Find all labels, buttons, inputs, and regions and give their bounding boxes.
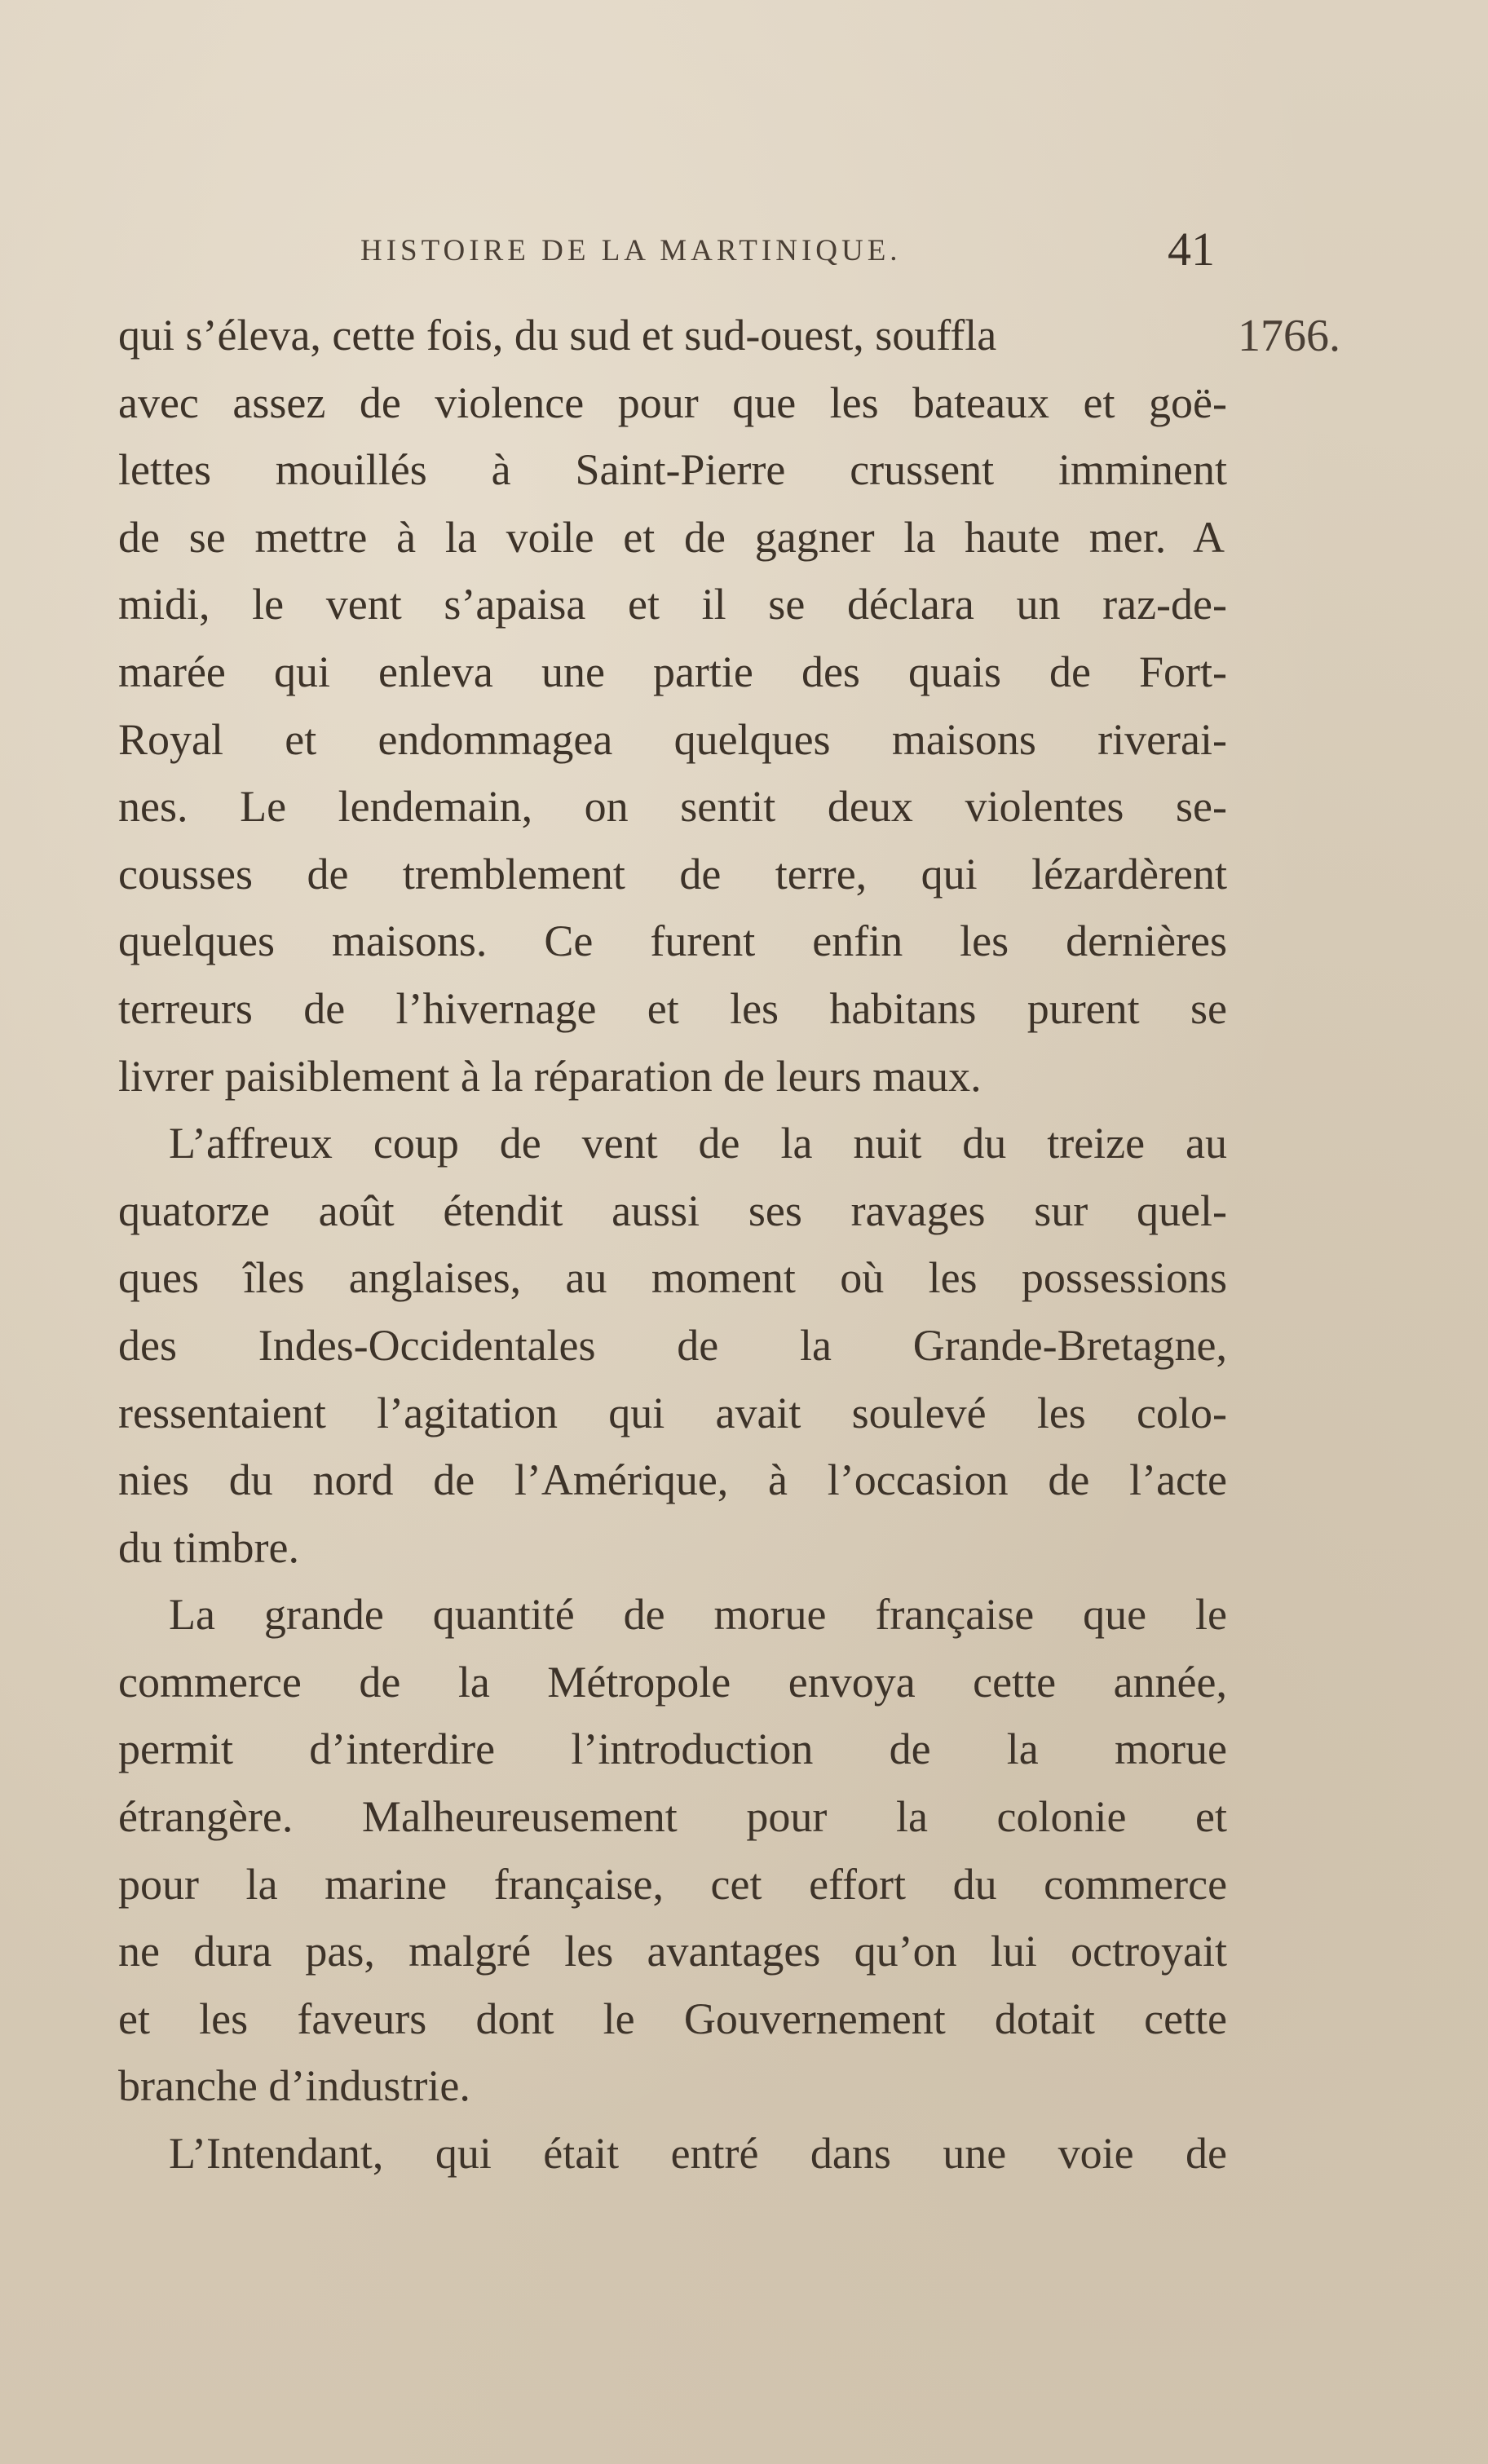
- text-line: marée qui enleva une partie des quais de Fort-: [118, 647, 1228, 696]
- text-line: ques îles anglaises, au moment où les possessions: [118, 1253, 1227, 1303]
- text-line: pour la marine française, cet effort du commerce: [118, 1859, 1228, 1909]
- text-line: cousses de tremblement de terre, qui lézardèrent: [118, 849, 1227, 899]
- page-number: 41: [1168, 223, 1215, 276]
- text-line: branche d’industrie.: [118, 2061, 470, 2111]
- text-line: livrer paisiblement à la réparation de leurs maux.: [118, 1051, 982, 1101]
- running-title: HISTOIRE DE LA MARTINIQUE.: [360, 234, 902, 267]
- text-line: midi, le vent s’apaisa et il se déclara un raz-de-: [118, 580, 1227, 629]
- text-line: des Indes-Occidentales de la Grande-Bretagne,: [118, 1320, 1227, 1370]
- text-line: nies du nord de l’Amérique, à l’occasion de l’acte: [118, 1455, 1227, 1505]
- text-line: de se mettre à la voile et de gagner la haute mer. A: [118, 512, 1225, 562]
- text-line: quatorze août étendit aussi ses ravages sur quel-: [118, 1186, 1227, 1235]
- text-line: du timbre.: [118, 1522, 299, 1572]
- text-line: ressentaient l’agitation qui avait soulevé les colo-: [118, 1388, 1227, 1437]
- text-line: avec assez de violence pour que les bateaux et goë-: [118, 378, 1227, 427]
- margin-year-note: 1766.: [1238, 311, 1340, 361]
- running-head: [360, 222, 1216, 287]
- body-text: [118, 302, 1227, 2188]
- text-line: La grande quantité de morue française que le: [169, 1590, 1227, 1640]
- text-line: lettes mouillés à Saint-Pierre crussent imminent: [118, 445, 1227, 495]
- text-line: permit d’interdire l’introduction de la morue: [118, 1724, 1227, 1774]
- text-line: qui s’éleva, cette fois, du sud et sud-ouest, souffla: [118, 311, 997, 360]
- text-line: Royal et endommagea quelques maisons riverai-: [118, 714, 1227, 764]
- text-line: L’Intendant, qui était entré dans une voie de: [169, 2129, 1227, 2179]
- text-line: et les faveurs dont le Gouvernement dotait cette: [118, 1994, 1228, 2043]
- text-line: L’affreux coup de vent de la nuit du treize au: [169, 1119, 1227, 1168]
- text-line: quelques maisons. Ce furent enfin les dernières: [118, 916, 1228, 966]
- text-line: étrangère. Malheureusement pour la colonie et: [118, 1792, 1228, 1842]
- text-line: nes. Le lendemain, on sentit deux violentes se-: [118, 782, 1228, 832]
- text-line: commerce de la Métropole envoya cette année,: [118, 1657, 1227, 1707]
- text-line: terreurs de l’hivernage et les habitans purent se: [118, 983, 1227, 1033]
- text-line: ne dura pas, malgré les avantages qu’on lui octroyait: [118, 1927, 1228, 1976]
